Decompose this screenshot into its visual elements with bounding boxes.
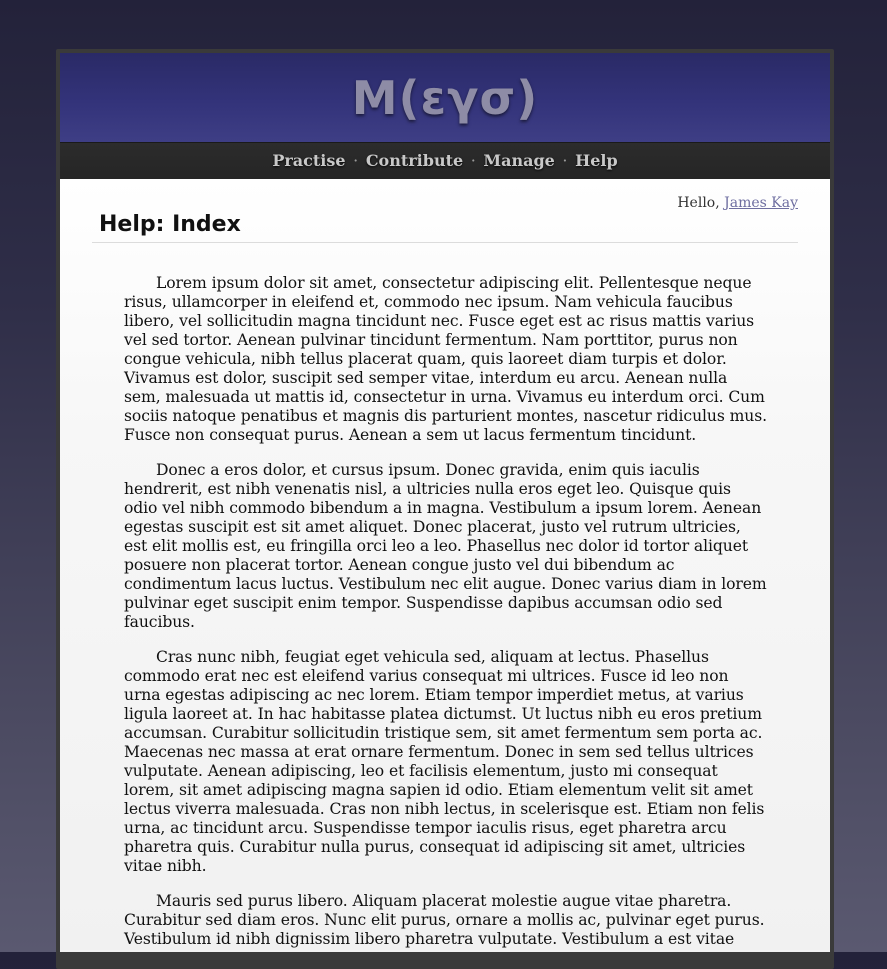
nav-item-help[interactable]: Help [575,151,618,170]
nav-item-practise[interactable]: Practise [272,151,346,170]
nav-item-contribute[interactable]: Contribute [365,151,464,170]
site-logo[interactable]: Μ(εγσ) [351,71,539,125]
paragraph: Cras nunc nibh, feugiat eget vehicula sed, aliquam at lectus. Phasellus commodo erat nec est eleifend varius consequat mi ultrices. Fusce id leo non urna egestas adipiscing ac nec lorem. Etiam tempor imperdiet metus, at varius ligula laoreet at. In hac habitasse platea dictumst. Ut luctus nibh eu eros pretium accumsan. Curabitur sollicitudin tristique sem, sit amet fermentum sem porta ac. Maecenas nec massa at erat ornare fermentum. Donec in sem sed tellus ultrices vulputate. Aenean adipiscing, leo et facilisis elementum, justo mi consequat lorem, sit amet adipiscing magna sapien id odio. Etiam elementum velit sit amet lectus viverra malesuada. Cras non nibh lectus, in scelerisque est. Etiam non felis urna, ac tincidunt arcu. Suspendisse tempor iaculis risus, eget pharetra arcu pharetra quis. Curabitur nulla purus, consequat id adipiscing sit amet, ultricies vitae nibh. [124,648,765,875]
site-header [60,53,830,142]
article-body [124,274,768,952]
main-nav [60,142,830,179]
paragraph: Mauris sed purus libero. Aliquam placerat molestie augue vitae pharetra. Curabitur sed diam eros. Nunc elit purus, ornare a mollis ac, pulvinar eget purus. Vestibulum id nibh dignissim libero pharetra vulputate. Vestibulum a est vitae [124,892,765,948]
main-content [60,179,830,952]
nav-separator: · [470,151,476,170]
nav-separator: · [562,151,568,170]
page-title: Help: Index [99,212,241,237]
user-greeting [677,195,798,211]
nav-item-manage[interactable]: Manage [483,151,555,170]
nav-separator: · [353,151,359,170]
user-profile-link[interactable]: James Kay [724,195,798,211]
paragraph: Lorem ipsum dolor sit amet, consectetur adipiscing elit. Pellentesque neque risus, ullamcorper in eleifend et, commodo nec ipsum. Nam vehicula faucibus libero, vel sollicitudin magna tincidunt nec. Fusce eget est ac risus mattis varius vel sed tortor. Aenean pulvinar tincidunt fermentum. Nam porttitor, purus non congue vehicula, nibh tellus placerat quam, quis laoreet diam turpis et dolor. Vivamus est dolor, suscipit sed semper vitae, interdum eu arcu. Aenean nulla sem, malesuada ut mattis id, consectetur in urna. Vivamus eu interdum orci. Cum sociis natoque penatibus et magnis dis parturient montes, nascetur ridiculus mus. Fusce non consequat purus. Aenean a sem ut lacus fermentum tincidunt. [124,274,767,444]
greeting-text: Hello, [677,195,720,211]
title-divider [92,242,798,243]
paragraph: Donec a eros dolor, et cursus ipsum. Donec gravida, enim quis iaculis hendrerit, est nibh venenatis nisl, a ultricies nulla eros eget leo. Quisque quis odio vel nibh commodo bibendum a in magna. Vestibulum a ipsum lorem. Aenean egestas suscipit est sit amet aliquet. Donec placerat, justo vel rutrum ultricies, est elit mollis est, eu fringilla orci leo a leo. Phasellus nec dolor id tortor aliquet posuere non placerat tortor. Aenean congue justo vel dui bibendum ac condimentum lacus luctus. Vestibulum nec elit augue. Donec varius diam in lorem pulvinar eget suscipit enim tempor. Suspendisse dapibus accumsan odio sed faucibus. [124,461,767,631]
